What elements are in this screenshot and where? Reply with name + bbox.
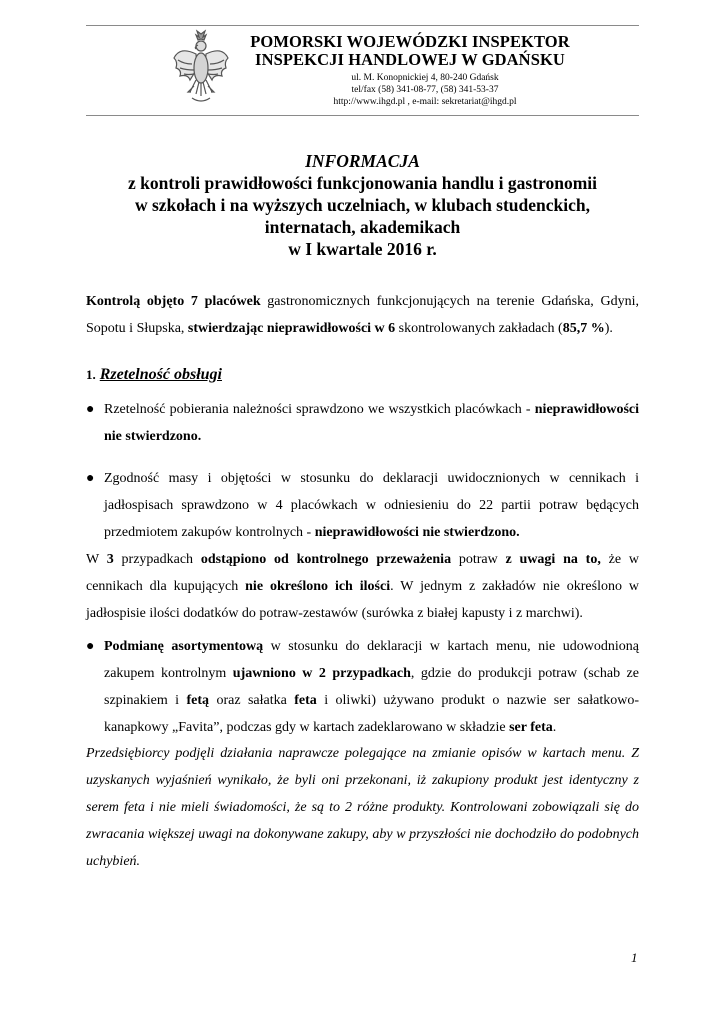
title-line-2: w szkołach i na wyższych uczelniach, w klubach studenckich,: [134, 195, 591, 215]
para-w3-text-2: przypadkach: [113, 552, 201, 567]
para-w3-text-4: że w cennikach dla kupujących: [86, 552, 639, 594]
polish-eagle-emblem-icon: [170, 28, 232, 110]
bullet-3-bold-3: fetą: [186, 693, 210, 708]
bullet-3-text: [104, 633, 639, 741]
page-number: 1: [631, 950, 638, 965]
bullet-2-bold-1: nieprawidłowości nie stwierdzono.: [314, 525, 520, 540]
intro-bold-3: 85,7 %: [562, 321, 605, 336]
bullet-3-text-4: i oliwki) używano produkt o nazwie ser sałatkowo-kanapkowy „Favita”, podczas gdy w kartach zadeklarowano w składzie: [104, 693, 639, 735]
intro-text-3: ).: [604, 321, 613, 336]
intro-paragraph: [86, 288, 639, 342]
title-line-3: internatach, akademikach: [264, 217, 461, 237]
bullet-3-text-1: w stosunku do deklaracji w kartach menu, nie udowodnioną zakupem kontrolnym: [104, 639, 639, 681]
intro-bold-1: Kontrolą objęto 7 placówek: [86, 294, 261, 309]
bullet-1-bold-1: nieprawidłowości nie stwierdzono.: [104, 402, 639, 444]
office-address: ul. M. Konopnickiej 4, 80-240 Gdańsk: [351, 73, 499, 83]
header-top-rule: [86, 25, 639, 26]
header-bottom-rule: [86, 115, 639, 116]
document-title: [60, 150, 665, 260]
bullet-3-bold-2: ujawniono w 2 przypadkach: [232, 666, 411, 681]
para-w3-text-3: potraw: [451, 552, 506, 567]
para-w3-bold-4: nie określono ich ilości: [245, 579, 391, 594]
bullet-dot-icon: ●: [86, 639, 95, 654]
para-w3-bold-3: z uwagi na to,: [505, 552, 601, 567]
intro-text-1: gastronomicznych funkcjonujących na terenie Gdańska, Gdyni, Sopotu i Słupska,: [86, 294, 640, 336]
bullet-2-text: [104, 465, 639, 546]
para-w3-text-1: W: [86, 552, 107, 567]
bullet-item-2: [86, 465, 639, 546]
para-w3-bold-1: 3: [106, 552, 114, 567]
bullet-3-text-2: , gdzie do produkcji potraw (schab ze szpinakiem i: [104, 666, 639, 708]
office-web-email: http://www.ihgd.pl , e-mail: sekretariat@ihgd.pl: [333, 97, 517, 107]
bullet-1-text: [104, 396, 639, 450]
office-name-line1: POMORSKI WOJEWÓDZKI INSPEKTOR: [250, 32, 570, 51]
bullet-3-text-3: oraz sałatka: [209, 693, 295, 708]
title-line-1: z kontroli prawidłowości funkcjonowania handlu i gastronomii: [127, 173, 598, 193]
intro-text-2: skontrolowanych zakładach (: [395, 321, 563, 336]
office-phones: tel/fax (58) 341-08-77, (58) 341-53-37: [351, 85, 499, 95]
section-heading: [86, 366, 222, 384]
section-number: 1.: [86, 367, 96, 382]
bullet-3-bold-4: feta: [294, 693, 317, 708]
bullet-1-text-1: Rzetelność pobierania należności sprawdzono we wszystkich placówkach -: [104, 402, 535, 417]
office-header: [240, 33, 580, 108]
bullet-3-bold-5: ser feta: [509, 720, 553, 735]
section-label: Rzetelność obsługi: [99, 366, 222, 383]
para-w3-text-5: . W jednym z zakładów nie określono w jadłospisie ilości dodatków do potraw-zestawów (surówka z białej kapusty i z marchwi).: [86, 579, 639, 621]
title-line-4: w I kwartale 2016 r.: [288, 239, 437, 259]
bullet-3-bold-1: Podmianę asortymentową: [104, 639, 264, 654]
bullet-item-3: [86, 633, 639, 741]
title-main: INFORMACJA: [305, 151, 420, 171]
intro-bold-2: stwierdzając nieprawidłowości w 6: [187, 321, 396, 336]
bullet-item-1: [86, 396, 639, 450]
office-name-line2: INSPEKCJI HANDLOWEJ W GDAŃSKU: [255, 50, 565, 69]
bullet-3-text-5: .: [552, 720, 557, 735]
bullet-2-text-1: Zgodność masy i objętości w stosunku do deklaracji uwidocznionych w cennikach i jadłospisach sprawdzono w 4 placówkach w odniesieniu do 22 partii potraw będących przedmiotem zakupów kontrolnych -: [104, 471, 639, 540]
bullet-dot-icon: ●: [86, 402, 95, 417]
bullet-dot-icon: ●: [86, 471, 95, 486]
para-w3-bold-2: odstąpiono od kontrolnego przeważenia: [200, 552, 452, 567]
italic-remedial-paragraph: Przedsiębiorcy podjęli działania naprawcze polegające na zmianie opisów w kartach menu. Z uzyskanych wyjaśnień wynikało, że byli oni przekonani, iż zakupiony produkt jest identyczny z serem feta i nie mieli świadomości, że są to 2 różne produkty. Kontrolowani zobowiązali się do zwracania większej uwagi na dokonywane zakupy, aby w przyszłości nie dochodziło do podobnych uchybień.: [86, 746, 639, 869]
paragraph-przewazenie: [86, 546, 639, 627]
